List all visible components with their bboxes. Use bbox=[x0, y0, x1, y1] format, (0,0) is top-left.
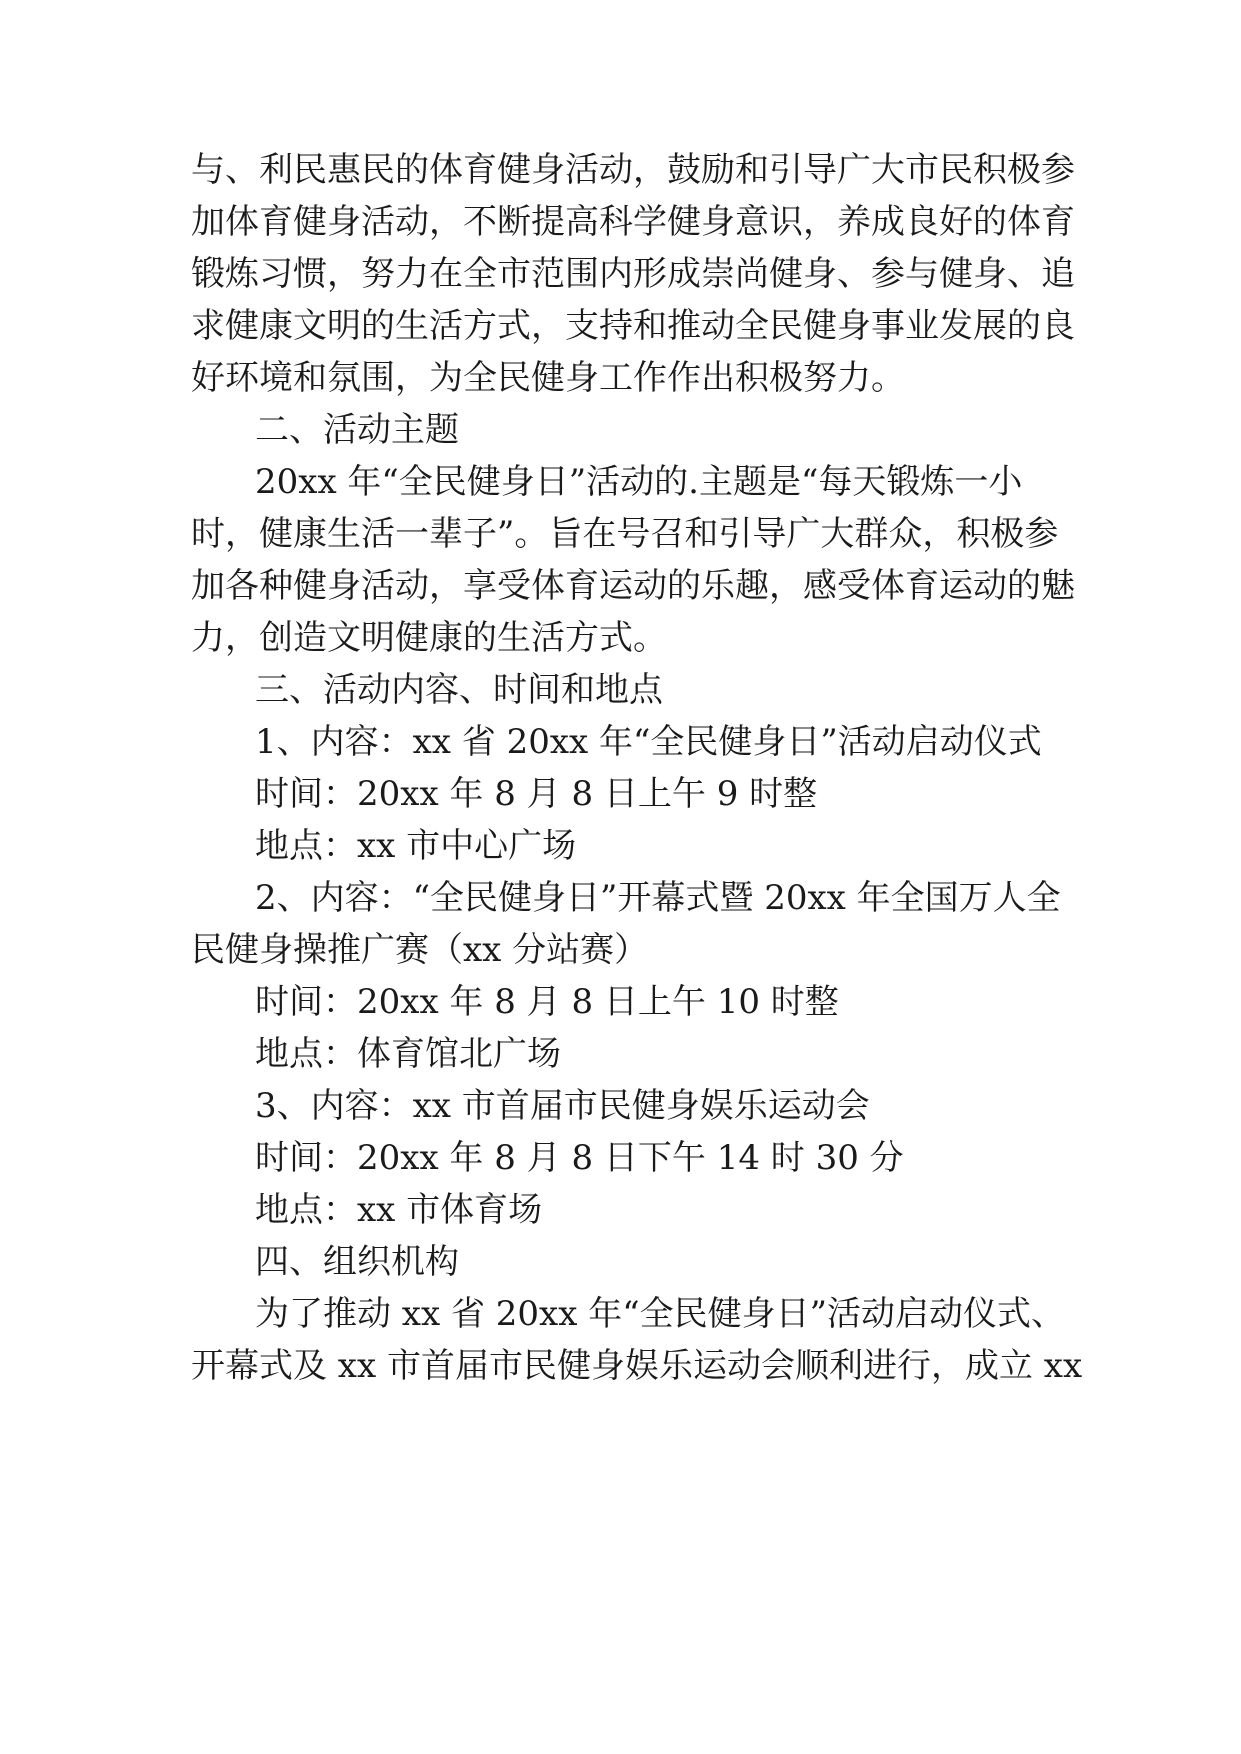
body-line: 与、利民惠民的体育健身活动，鼓励和引导广大市民积极参 bbox=[191, 150, 1075, 190]
body-line: 求健康文明的生活方式，支持和推动全民健身事业发展的良 bbox=[191, 306, 1075, 346]
item-content: 1、内容：xx 省 20xx 年“全民健身日”活动启动仪式 bbox=[255, 722, 1042, 762]
body-line: 时，健康生活一辈子”。旨在号召和引导广大群众，积极参 bbox=[191, 514, 1059, 554]
section-heading: 二、活动主题 bbox=[255, 410, 459, 450]
body-line: 好环境和氛围，为全民健身工作作出积极努力。 bbox=[191, 358, 905, 398]
item-place: 地点：xx 市中心广场 bbox=[255, 826, 577, 866]
item-content: 民健身操推广赛（xx 分站赛） bbox=[191, 930, 649, 970]
item-time: 时间：20xx 年 8 月 8 日上午 9 时整 bbox=[255, 774, 818, 814]
body-line: 为了推动 xx 省 20xx 年“全民健身日”活动启动仪式、 bbox=[255, 1294, 1065, 1334]
body-line: 开幕式及 xx 市首届市民健身娱乐运动会顺利进行，成立 xx bbox=[191, 1346, 1083, 1386]
body-line: 加各种健身活动，享受体育运动的乐趣，感受体育运动的魅 bbox=[191, 566, 1075, 606]
section-heading: 四、组织机构 bbox=[255, 1242, 459, 1282]
body-line: 加体育健身活动，不断提高科学健身意识，养成良好的体育 bbox=[191, 202, 1075, 242]
body-line: 20xx 年“全民健身日”活动的.主题是“每天锻炼一小 bbox=[255, 462, 1023, 502]
item-time: 时间：20xx 年 8 月 8 日下午 14 时 30 分 bbox=[255, 1138, 904, 1178]
item-time: 时间：20xx 年 8 月 8 日上午 10 时整 bbox=[255, 982, 839, 1022]
body-line: 力，创造文明健康的生活方式。 bbox=[191, 618, 667, 658]
item-content: 3、内容：xx 市首届市民健身娱乐运动会 bbox=[255, 1086, 870, 1126]
body-line: 锻炼习惯，努力在全市范围内形成崇尚健身、参与健身、追 bbox=[191, 254, 1075, 294]
item-content: 2、内容：“全民健身日”开幕式暨 20xx 年全国万人全 bbox=[255, 878, 1061, 918]
section-heading: 三、活动内容、时间和地点 bbox=[255, 670, 663, 710]
item-place: 地点：体育馆北广场 bbox=[255, 1034, 561, 1074]
item-place: 地点：xx 市体育场 bbox=[255, 1190, 543, 1230]
